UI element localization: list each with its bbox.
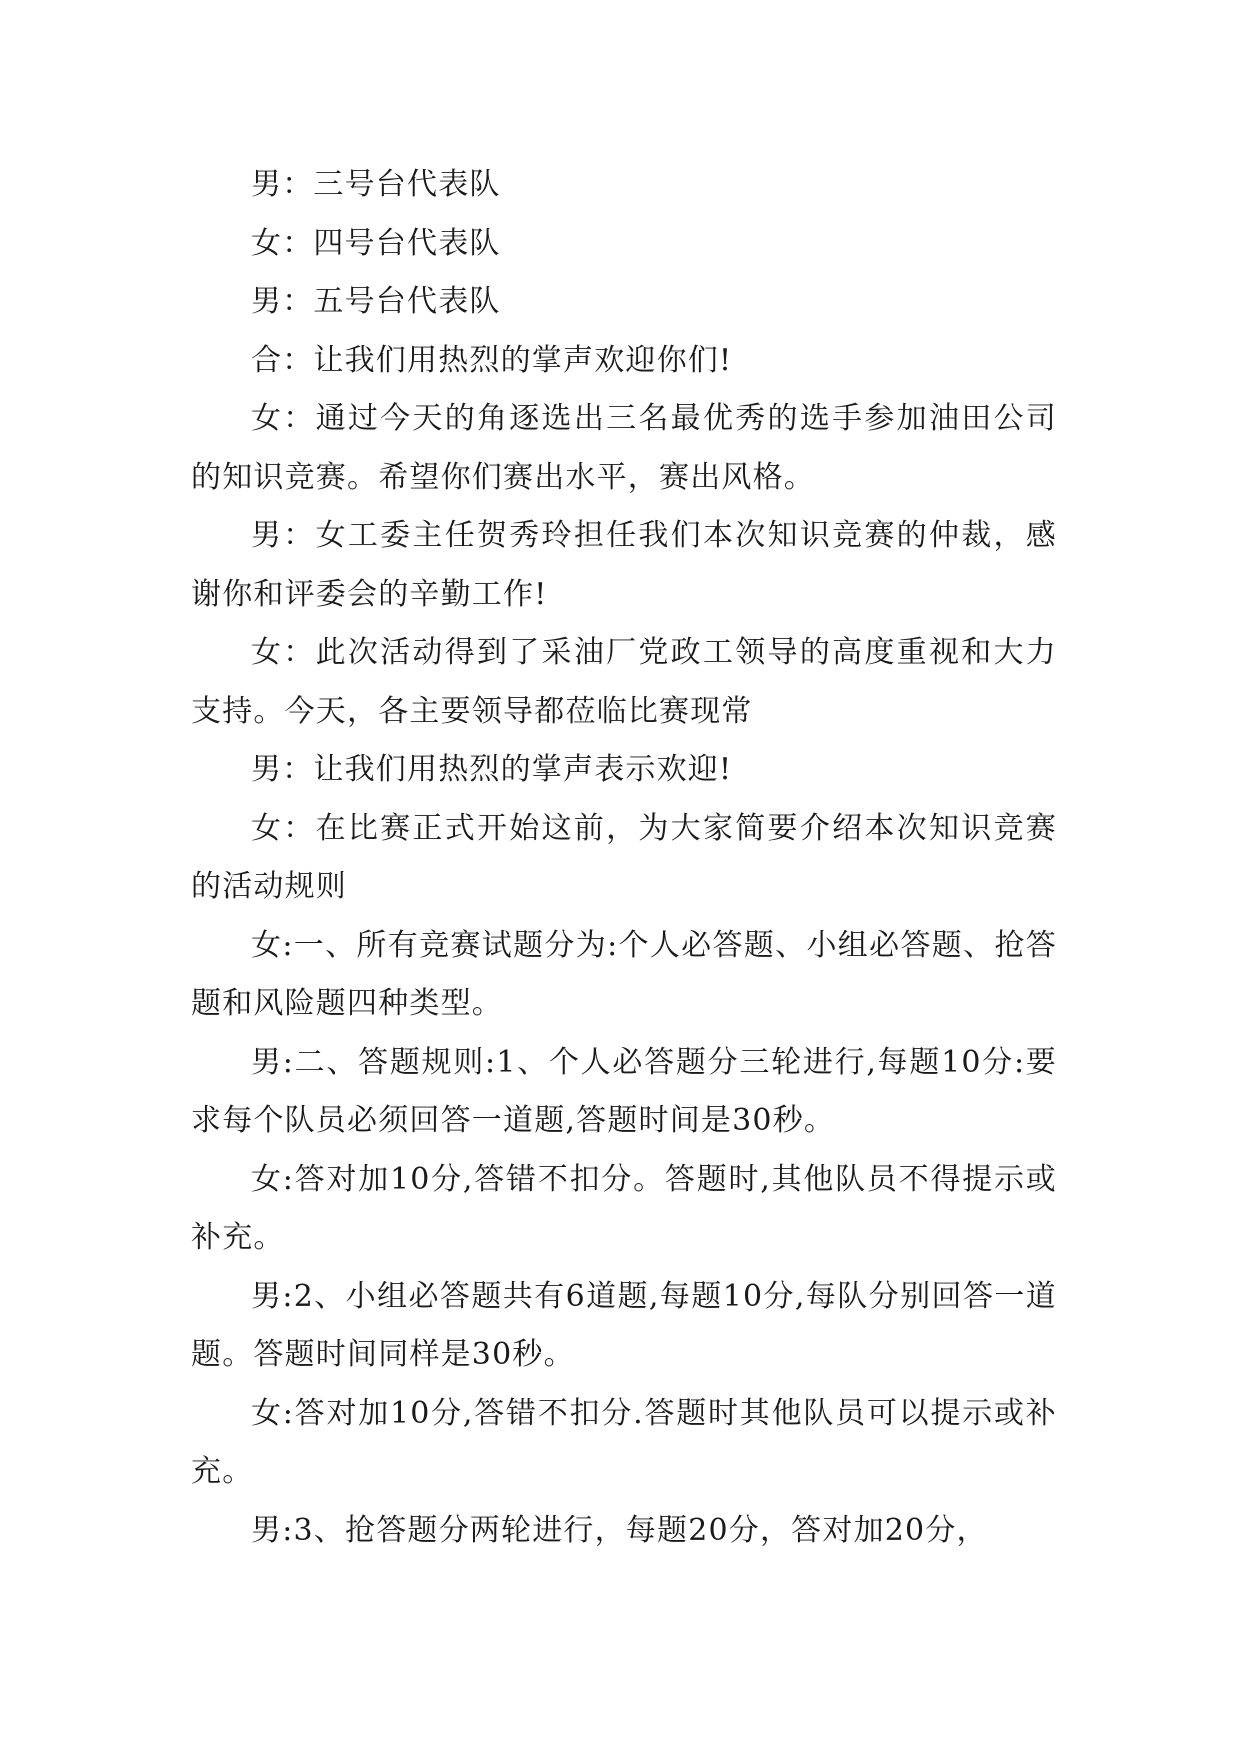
paragraph: 女：四号台代表队 (251, 225, 501, 261)
paragraph: 男:二、答题规则:1、个人必答题分三轮进行,每题10分:要求每个队员必须回答一道题,答题时间是30秒。 (191, 1044, 1057, 1138)
paragraph: 女:答对加10分,答错不扣分.答题时其他队员可以提示或补充。 (191, 1395, 1057, 1489)
paragraph: 男:2、小组必答题共有6道题,每题10分,每队分别回答一道题。答题时间同样是30秒。 (191, 1278, 1057, 1372)
paragraph: 男:3、抢答题分两轮进行，每题20分，答对加20分， (251, 1512, 988, 1548)
paragraph: 女：通过今天的角逐选出三名最优秀的选手参加油田公司的知识竞赛。希望你们赛出水平，赛出风格。 (191, 401, 1057, 495)
document-body (191, 156, 1057, 1560)
paragraph: 女：在比赛正式开始这前，为大家简要介绍本次知识竞赛的活动规则 (191, 810, 1057, 904)
paragraph: 合：让我们用热烈的掌声欢迎你们! (251, 342, 733, 378)
paragraph: 女:答对加10分,答错不扣分。答题时,其他队员不得提示或补充。 (191, 1161, 1057, 1255)
paragraph: 男：三号台代表队 (251, 167, 501, 202)
paragraph: 女:一、所有竞赛试题分为:个人必答题、小组必答题、抢答题和风险题四种类型。 (191, 927, 1057, 1021)
paragraph: 女：此次活动得到了采油厂党政工领导的高度重视和大力支持。今天，各主要领导都莅临比赛现常 (191, 635, 1057, 729)
paragraph: 男：女工委主任贺秀玲担任我们本次知识竞赛的仲裁，感谢你和评委会的辛勤工作! (191, 518, 1057, 612)
paragraph: 男：五号台代表队 (251, 284, 501, 319)
paragraph: 男：让我们用热烈的掌声表示欢迎! (251, 752, 733, 787)
